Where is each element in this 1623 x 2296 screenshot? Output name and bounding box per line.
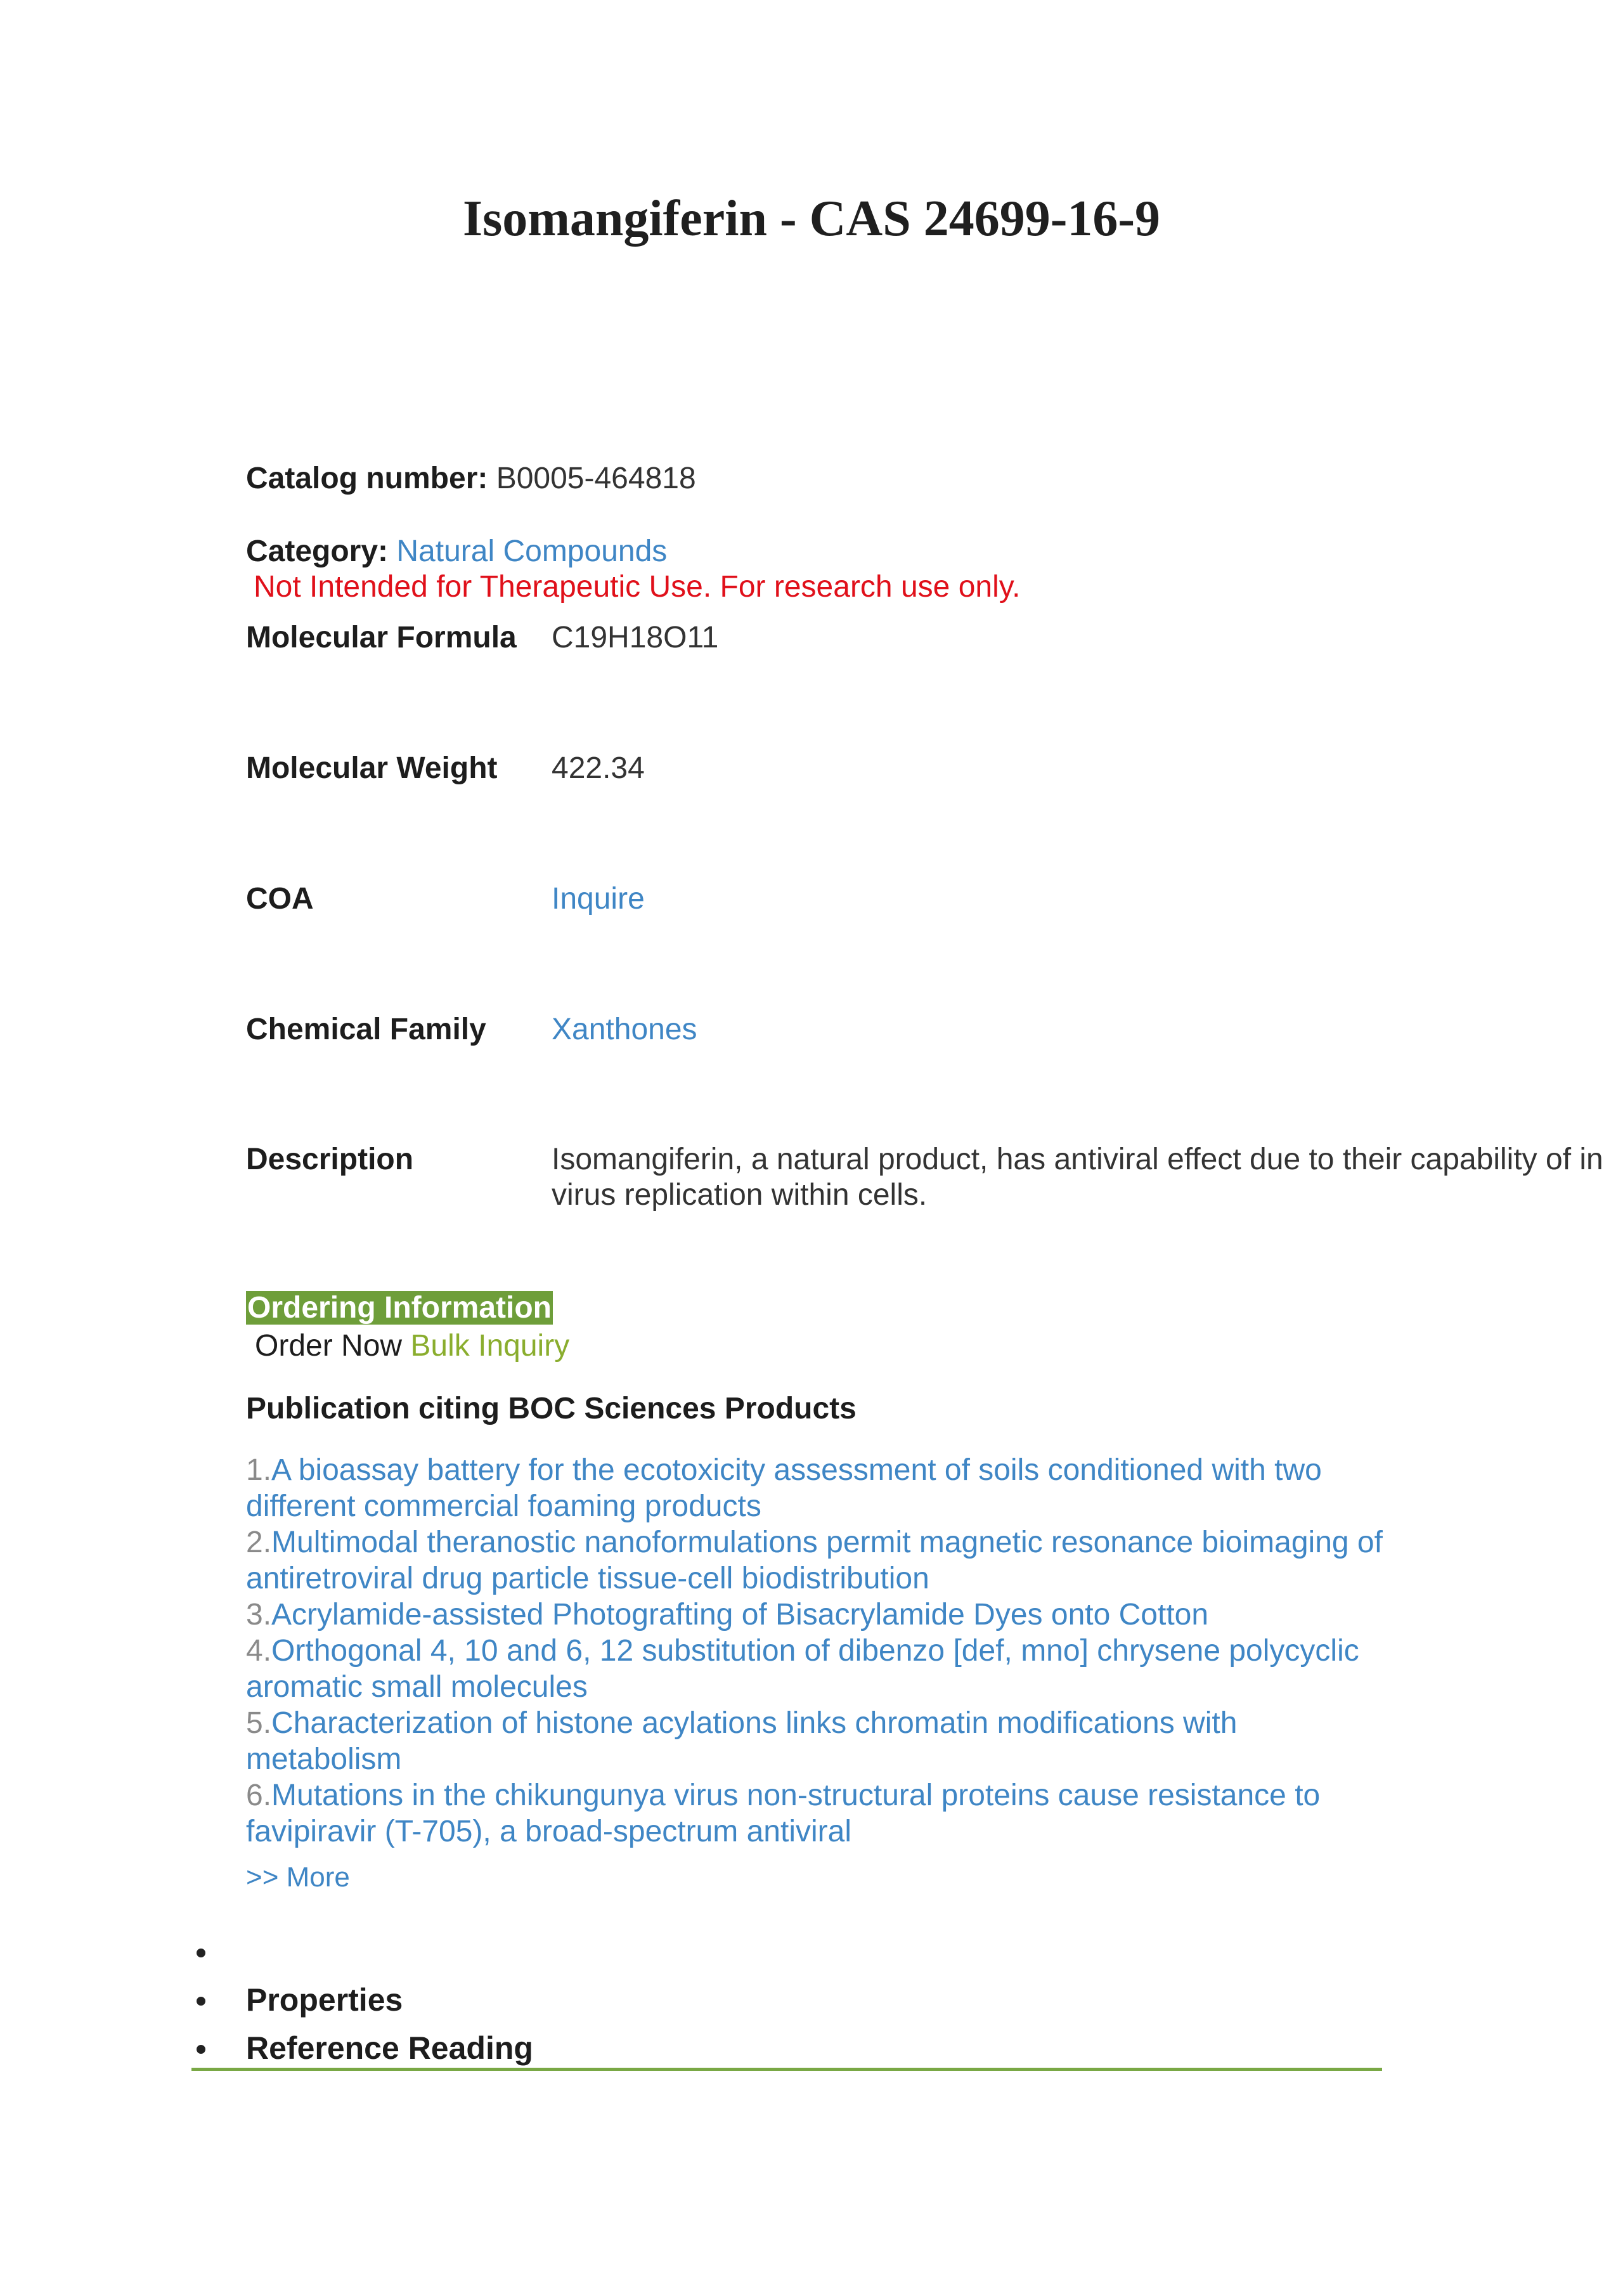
tabs-divider	[191, 2068, 1382, 2071]
order-now-link[interactable]: Order Now	[255, 1329, 403, 1363]
category-label: Category:	[246, 535, 389, 568]
publication-list	[246, 1452, 1400, 1895]
publication-number: 3.	[246, 1598, 272, 1631]
tab-properties[interactable]	[190, 1976, 533, 2024]
publication-number: 1.	[246, 1453, 272, 1487]
formula-label: Molecular Formula	[246, 621, 517, 654]
description-line-2: virus replication within cells.	[552, 1178, 928, 1212]
publication-title: Characterization of histone acylations links chromatin modifications with metabolism	[246, 1706, 1238, 1776]
publication-item[interactable]	[246, 1633, 1400, 1705]
family-link[interactable]: Xanthones	[552, 1013, 697, 1046]
page-title: Isomangiferin - CAS 24699-16-9	[463, 191, 1160, 247]
bullet-icon	[197, 2045, 205, 2054]
tab-label: Properties	[246, 1982, 403, 2018]
catalog-label: Catalog number:	[246, 462, 488, 495]
weight-label: Molecular Weight	[246, 751, 498, 785]
publication-item[interactable]	[246, 1705, 1400, 1777]
ordering-heading-row	[246, 1290, 553, 1326]
more-publications-link[interactable]: >> More	[246, 1862, 350, 1893]
catalog-row	[246, 461, 696, 496]
description-line-1: Isomangiferin, a natural product, has antiviral effect due to their capability of in	[552, 1143, 1603, 1176]
bullet-icon	[197, 1949, 205, 1957]
tab-label: Reference Reading	[246, 2030, 533, 2066]
family-label: Chemical Family	[246, 1013, 486, 1046]
publication-item[interactable]	[246, 1597, 1400, 1633]
catalog-value: B0005-464818	[496, 462, 696, 495]
research-use-notice: Not Intended for Therapeutic Use. For research use only.	[254, 570, 1021, 604]
publication-number: 2.	[246, 1526, 272, 1559]
publication-title: Multimodal theranostic nanoformulations permit magnetic resonance bioimaging of antiretroviral drug particle tissue-cell biodistribution	[246, 1526, 1383, 1595]
publication-number: 5.	[246, 1706, 272, 1740]
tab-empty[interactable]	[190, 1928, 533, 1976]
weight-value: 422.34	[552, 751, 645, 785]
bullet-icon	[197, 1997, 205, 2006]
description-text	[552, 1142, 1603, 1213]
publications-heading: Publication citing BOC Sciences Products	[246, 1392, 857, 1425]
publication-title: Mutations in the chikungunya virus non-structural proteins cause resistance to favipiravir (T-705), a broad-spectrum antiviral	[246, 1779, 1321, 1848]
publication-title: Orthogonal 4, 10 and 6, 12 substitution of dibenzo [def, mno] chrysene polycyclic aromatic small molecules	[246, 1634, 1359, 1704]
publication-number: 6.	[246, 1779, 272, 1812]
category-row	[246, 534, 667, 569]
category-link[interactable]: Natural Compounds	[396, 535, 668, 568]
section-tabs	[190, 1928, 533, 2072]
formula-value: C19H18O11	[552, 621, 719, 654]
coa-label: COA	[246, 882, 314, 916]
ordering-heading: Ordering Information	[247, 1291, 552, 1325]
bulk-inquiry-link[interactable]: Bulk Inquiry	[410, 1329, 570, 1363]
publication-title: Acrylamide-assisted Photografting of Bisacrylamide Dyes onto Cotton	[271, 1598, 1209, 1631]
publication-title: A bioassay battery for the ecotoxicity assessment of soils conditioned with two different commercial foaming products	[246, 1453, 1322, 1523]
ordering-actions	[255, 1328, 569, 1364]
publication-number: 4.	[246, 1634, 272, 1668]
publication-item[interactable]	[246, 1452, 1400, 1524]
publication-item[interactable]	[246, 1777, 1400, 1850]
tab-reference-reading[interactable]	[190, 2024, 533, 2072]
publication-item[interactable]	[246, 1524, 1400, 1597]
coa-inquire-link[interactable]: Inquire	[552, 882, 645, 916]
description-label: Description	[246, 1143, 414, 1176]
